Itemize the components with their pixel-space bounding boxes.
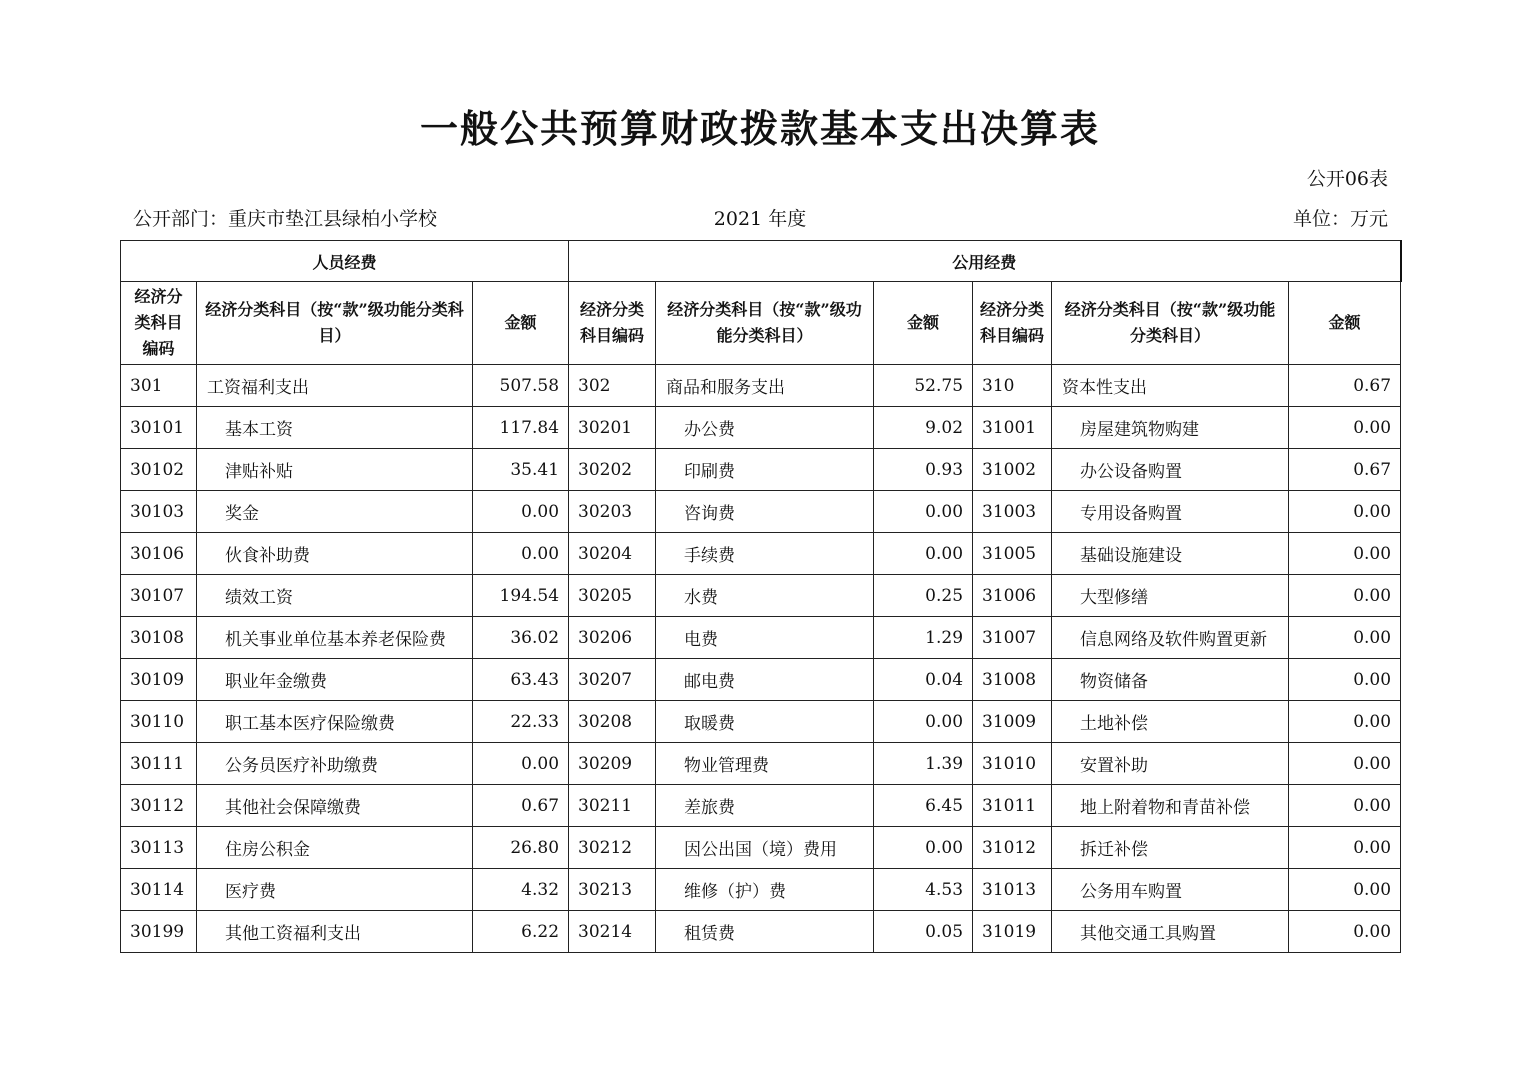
cell-name: 职工基本医疗保险缴费 bbox=[197, 701, 473, 743]
cell-amount: 0.00 bbox=[1289, 659, 1401, 701]
expenditure-table bbox=[120, 240, 1402, 953]
cell-code: 30103 bbox=[121, 491, 197, 533]
cell-amount: 1.29 bbox=[874, 617, 973, 659]
cell-amount: 194.54 bbox=[473, 575, 569, 617]
table-row bbox=[121, 701, 1401, 743]
cell-code: 31003 bbox=[973, 491, 1052, 533]
cell-code: 31009 bbox=[973, 701, 1052, 743]
cell-code: 30209 bbox=[569, 743, 656, 785]
cell-code: 31012 bbox=[973, 827, 1052, 869]
table-row bbox=[121, 659, 1401, 701]
column-header-code: 经济分类科目编码 bbox=[121, 282, 197, 365]
cell-name: 其他交通工具购置 bbox=[1052, 911, 1289, 953]
cell-name: 电费 bbox=[656, 617, 874, 659]
cell-code: 31002 bbox=[973, 449, 1052, 491]
cell-amount: 0.00 bbox=[1289, 785, 1401, 827]
table-row bbox=[121, 533, 1401, 575]
cell-amount: 4.32 bbox=[473, 869, 569, 911]
cell-code: 30207 bbox=[569, 659, 656, 701]
cell-code: 30202 bbox=[569, 449, 656, 491]
cell-name: 绩效工资 bbox=[197, 575, 473, 617]
cell-amount: 1.39 bbox=[874, 743, 973, 785]
cell-name: 信息网络及软件购置更新 bbox=[1052, 617, 1289, 659]
cell-name: 地上附着物和青苗补偿 bbox=[1052, 785, 1289, 827]
cell-name: 机关事业单位基本养老保险费 bbox=[197, 617, 473, 659]
cell-name: 取暖费 bbox=[656, 701, 874, 743]
cell-amount: 117.84 bbox=[473, 407, 569, 449]
cell-name: 维修（护）费 bbox=[656, 869, 874, 911]
cell-code: 302 bbox=[569, 365, 656, 407]
cell-code: 30109 bbox=[121, 659, 197, 701]
cell-code: 31008 bbox=[973, 659, 1052, 701]
cell-amount: 0.00 bbox=[874, 491, 973, 533]
table-row bbox=[121, 491, 1401, 533]
cell-code: 30112 bbox=[121, 785, 197, 827]
column-header-name: 经济分类科目（按“款”级功能分类科目） bbox=[656, 282, 874, 365]
column-header-code: 经济分类科目编码 bbox=[973, 282, 1052, 365]
cell-code: 30201 bbox=[569, 407, 656, 449]
cell-name: 奖金 bbox=[197, 491, 473, 533]
cell-code: 31006 bbox=[973, 575, 1052, 617]
cell-code: 30108 bbox=[121, 617, 197, 659]
cell-amount: 507.58 bbox=[473, 365, 569, 407]
cell-code: 30203 bbox=[569, 491, 656, 533]
table-row bbox=[121, 869, 1401, 911]
cell-name: 办公设备购置 bbox=[1052, 449, 1289, 491]
cell-code: 31010 bbox=[973, 743, 1052, 785]
cell-code: 30107 bbox=[121, 575, 197, 617]
cell-name: 基础设施建设 bbox=[1052, 533, 1289, 575]
cell-amount: 0.00 bbox=[1289, 911, 1401, 953]
cell-name: 伙食补助费 bbox=[197, 533, 473, 575]
form-number: 公开06表 bbox=[1306, 168, 1388, 190]
cell-name: 差旅费 bbox=[656, 785, 874, 827]
cell-name: 基本工资 bbox=[197, 407, 473, 449]
cell-amount: 22.33 bbox=[473, 701, 569, 743]
cell-amount: 4.53 bbox=[874, 869, 973, 911]
cell-name: 医疗费 bbox=[197, 869, 473, 911]
cell-name: 工资福利支出 bbox=[197, 365, 473, 407]
cell-code: 31013 bbox=[973, 869, 1052, 911]
cell-amount: 0.00 bbox=[1289, 617, 1401, 659]
page-title: 一般公共预算财政拨款基本支出决算表 bbox=[419, 106, 1100, 151]
column-header-name: 经济分类科目（按“款”级功能分类科目） bbox=[197, 282, 473, 365]
cell-code: 30110 bbox=[121, 701, 197, 743]
cell-amount: 0.05 bbox=[874, 911, 973, 953]
cell-code: 31001 bbox=[973, 407, 1052, 449]
cell-amount: 26.80 bbox=[473, 827, 569, 869]
cell-amount: 0.00 bbox=[1289, 533, 1401, 575]
department: 公开部门：重庆市垫江县绿柏小学校 bbox=[133, 208, 438, 230]
table-row bbox=[121, 407, 1401, 449]
cell-code: 30204 bbox=[569, 533, 656, 575]
cell-amount: 0.00 bbox=[1289, 869, 1401, 911]
cell-code: 30213 bbox=[569, 869, 656, 911]
cell-name: 公务用车购置 bbox=[1052, 869, 1289, 911]
cell-code: 30101 bbox=[121, 407, 197, 449]
cell-code: 30113 bbox=[121, 827, 197, 869]
cell-name: 公务员医疗补助缴费 bbox=[197, 743, 473, 785]
cell-code: 30114 bbox=[121, 869, 197, 911]
table-row bbox=[121, 785, 1401, 827]
cell-name: 资本性支出 bbox=[1052, 365, 1289, 407]
cell-amount: 36.02 bbox=[473, 617, 569, 659]
cell-amount: 0.00 bbox=[874, 827, 973, 869]
cell-amount: 6.45 bbox=[874, 785, 973, 827]
cell-name: 住房公积金 bbox=[197, 827, 473, 869]
cell-amount: 0.00 bbox=[874, 701, 973, 743]
unit-label: 单位：万元 bbox=[1292, 208, 1388, 230]
cell-name: 商品和服务支出 bbox=[656, 365, 874, 407]
cell-amount: 0.93 bbox=[874, 449, 973, 491]
cell-code: 31019 bbox=[973, 911, 1052, 953]
cell-code: 30214 bbox=[569, 911, 656, 953]
cell-code: 30208 bbox=[569, 701, 656, 743]
cell-name: 印刷费 bbox=[656, 449, 874, 491]
cell-name: 房屋建筑物购建 bbox=[1052, 407, 1289, 449]
cell-code: 31005 bbox=[973, 533, 1052, 575]
cell-amount: 0.00 bbox=[1289, 575, 1401, 617]
cell-code: 310 bbox=[973, 365, 1052, 407]
cell-code: 301 bbox=[121, 365, 197, 407]
table-body bbox=[121, 365, 1401, 953]
cell-amount: 6.22 bbox=[473, 911, 569, 953]
fiscal-year: 2021 年度 bbox=[713, 208, 807, 230]
table-row bbox=[121, 575, 1401, 617]
cell-amount: 0.67 bbox=[1289, 449, 1401, 491]
cell-name: 邮电费 bbox=[656, 659, 874, 701]
cell-code: 30205 bbox=[569, 575, 656, 617]
cell-name: 职业年金缴费 bbox=[197, 659, 473, 701]
cell-amount: 0.00 bbox=[473, 743, 569, 785]
cell-name: 大型修缮 bbox=[1052, 575, 1289, 617]
cell-amount: 63.43 bbox=[473, 659, 569, 701]
cell-code: 30206 bbox=[569, 617, 656, 659]
table-row bbox=[121, 617, 1401, 659]
cell-amount: 0.00 bbox=[473, 491, 569, 533]
cell-amount: 0.00 bbox=[473, 533, 569, 575]
cell-code: 30199 bbox=[121, 911, 197, 953]
cell-amount: 35.41 bbox=[473, 449, 569, 491]
table-row bbox=[121, 743, 1401, 785]
cell-name: 因公出国（境）费用 bbox=[656, 827, 874, 869]
cell-amount: 0.67 bbox=[1289, 365, 1401, 407]
cell-name: 物资储备 bbox=[1052, 659, 1289, 701]
cell-amount: 52.75 bbox=[874, 365, 973, 407]
group-header-personnel: 人员经费 bbox=[121, 241, 569, 282]
cell-name: 土地补偿 bbox=[1052, 701, 1289, 743]
cell-amount: 0.25 bbox=[874, 575, 973, 617]
cell-name: 其他社会保障缴费 bbox=[197, 785, 473, 827]
cell-code: 31011 bbox=[973, 785, 1052, 827]
group-header-public: 公用经费 bbox=[569, 241, 1401, 282]
cell-code: 30106 bbox=[121, 533, 197, 575]
cell-name: 其他工资福利支出 bbox=[197, 911, 473, 953]
cell-code: 31007 bbox=[973, 617, 1052, 659]
cell-name: 办公费 bbox=[656, 407, 874, 449]
cell-code: 30102 bbox=[121, 449, 197, 491]
column-header-name: 经济分类科目（按“款”级功能分类科目） bbox=[1052, 282, 1289, 365]
cell-code: 30111 bbox=[121, 743, 197, 785]
cell-name: 物业管理费 bbox=[656, 743, 874, 785]
column-header-amount: 金额 bbox=[473, 282, 569, 365]
cell-name: 安置补助 bbox=[1052, 743, 1289, 785]
cell-code: 30212 bbox=[569, 827, 656, 869]
table-row bbox=[121, 449, 1401, 491]
cell-amount: 0.00 bbox=[1289, 407, 1401, 449]
table-row bbox=[121, 911, 1401, 953]
table-row bbox=[121, 827, 1401, 869]
cell-amount: 0.00 bbox=[1289, 491, 1401, 533]
cell-amount: 0.00 bbox=[874, 533, 973, 575]
cell-code: 30211 bbox=[569, 785, 656, 827]
column-header-code: 经济分类科目编码 bbox=[569, 282, 656, 365]
cell-amount: 9.02 bbox=[874, 407, 973, 449]
cell-amount: 0.00 bbox=[1289, 827, 1401, 869]
cell-amount: 0.00 bbox=[1289, 743, 1401, 785]
cell-amount: 0.00 bbox=[1289, 701, 1401, 743]
cell-amount: 0.04 bbox=[874, 659, 973, 701]
cell-name: 咨询费 bbox=[656, 491, 874, 533]
cell-name: 水费 bbox=[656, 575, 874, 617]
cell-amount: 0.67 bbox=[473, 785, 569, 827]
cell-name: 拆迁补偿 bbox=[1052, 827, 1289, 869]
cell-name: 手续费 bbox=[656, 533, 874, 575]
cell-name: 专用设备购置 bbox=[1052, 491, 1289, 533]
cell-name: 津贴补贴 bbox=[197, 449, 473, 491]
cell-name: 租赁费 bbox=[656, 911, 874, 953]
column-header-amount: 金额 bbox=[1289, 282, 1401, 365]
table-row bbox=[121, 365, 1401, 407]
column-header-amount: 金额 bbox=[874, 282, 973, 365]
